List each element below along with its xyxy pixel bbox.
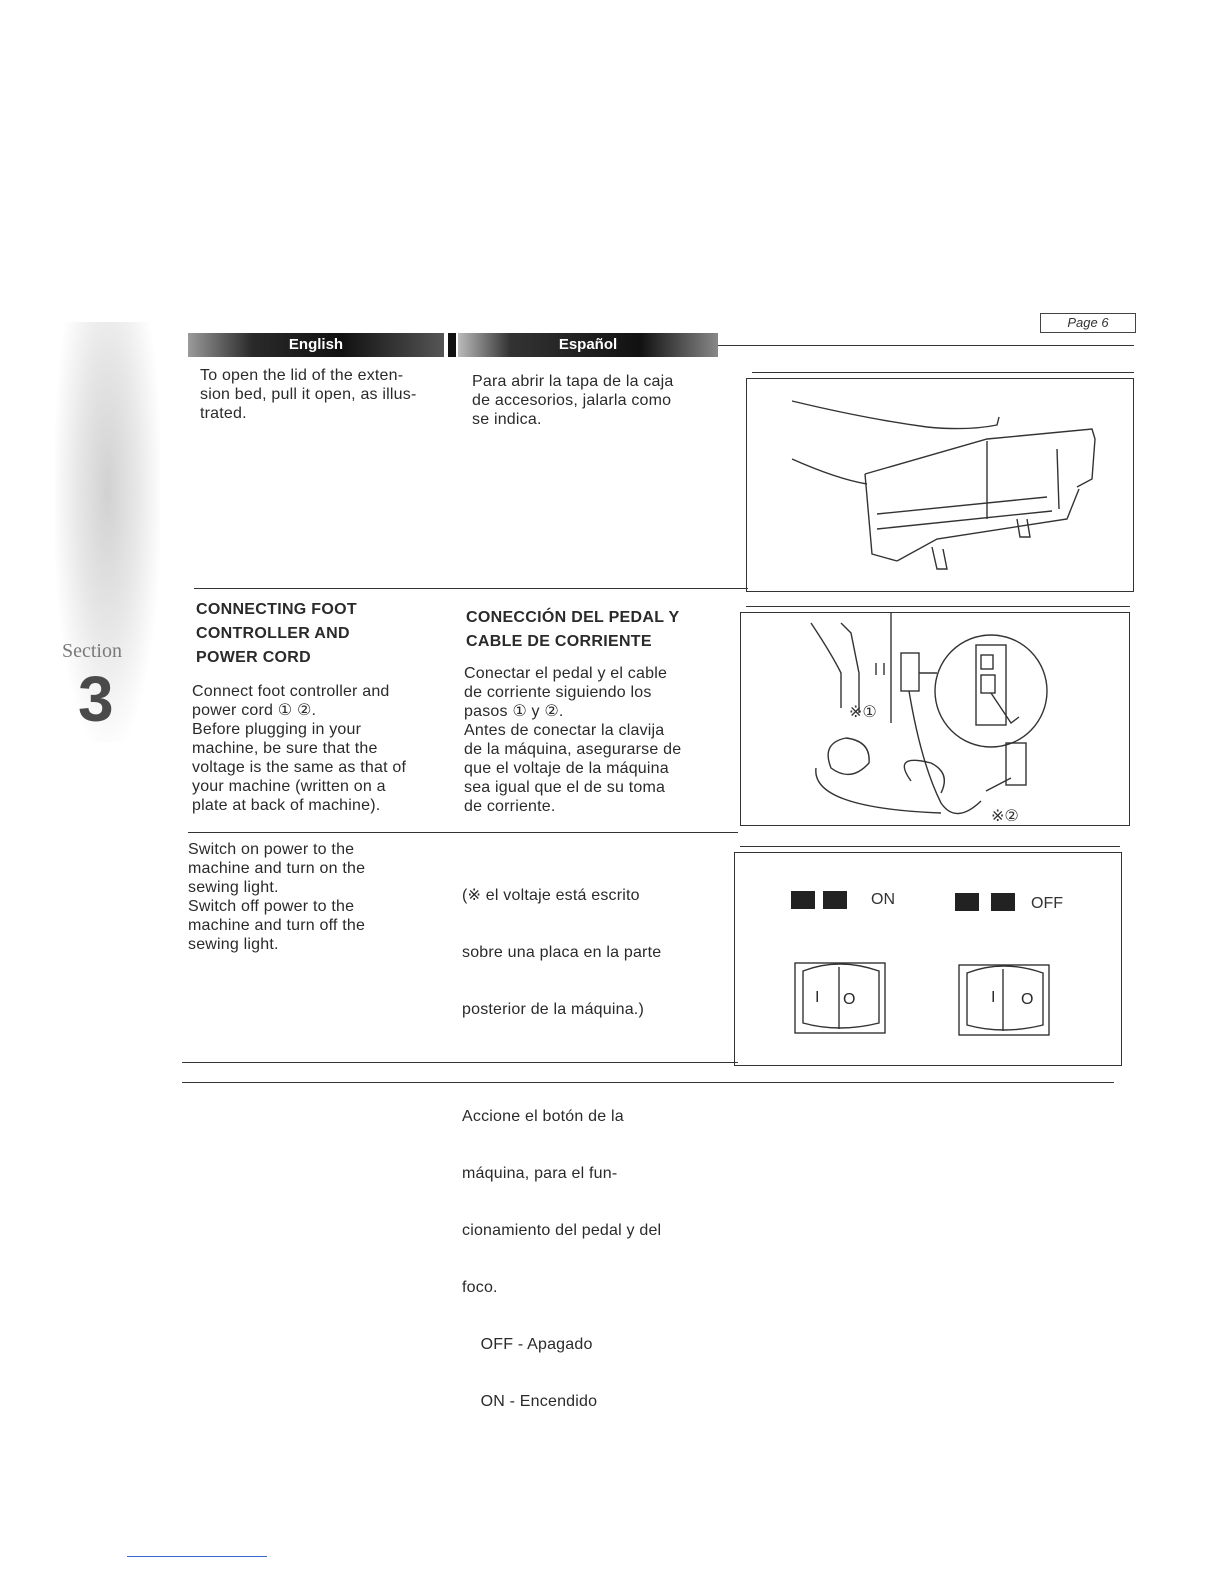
figure1-top-rule — [752, 372, 1134, 373]
block2-spanish-heading: CONECCIÓN DEL PEDAL Y CABLE DE CORRIENTE — [466, 609, 680, 650]
switch-off-symbol-i: I — [991, 989, 996, 1006]
block2-spanish-body: Conectar el pedal y el cable de corriente siguiendo los pasos ① y ②. Antes de conectar la clavija de la máquina, asegurarse de que el voltaje de la máquina sea igual que el de su toma de corriente. — [464, 665, 682, 815]
block3-english-body: Switch on power to the machine and turn on the sewing light. Switch off power to the machine and turn off the sewing light. — [188, 841, 366, 953]
off-label: OFF — [1031, 895, 1063, 912]
section-number: 3 — [78, 663, 114, 735]
block2-english-heading: CONNECTING FOOT CONTROLLER AND POWER CORD — [196, 601, 357, 666]
block2-bottom-rule — [188, 832, 738, 833]
english-header: English — [188, 333, 444, 357]
figure2-top-rule — [746, 606, 1130, 607]
header-rule — [718, 345, 1134, 346]
switch-off-symbol-o: O — [1021, 991, 1034, 1008]
block1-bottom-rule — [194, 588, 748, 589]
on-label: ON — [871, 891, 895, 908]
switch-on-symbol-o: O — [843, 991, 856, 1008]
block3-bottom-rule — [182, 1062, 738, 1063]
switch-on-symbol-i: I — [815, 989, 820, 1006]
page-number-label: Page 6 — [1040, 313, 1136, 333]
figure-power-switch — [734, 852, 1122, 1066]
block2-english-body: Connect foot controller and power cord ① ②. Before plugging in your machine, be sure that the voltage is the same as that of your machine (written on a plate at back of machine). — [192, 683, 407, 814]
foot-controller-illustration — [741, 613, 1129, 825]
switch-on-icon — [793, 957, 889, 1037]
scan-edge-mark — [127, 1556, 267, 1557]
marker-2: ※② — [991, 806, 1019, 825]
block3-spanish-body: (※ el voltaje está escrito sobre una placa en la parte posterior de la máquina.) Accione el botón de la máquina, para el fun- cionamiento del pedal y del foco. OFF - Apagado ON - Encendido — [462, 887, 662, 1410]
figure-extension-bed — [746, 378, 1134, 592]
marker-1: ※① — [849, 702, 877, 721]
off-indicator-switch-icon — [955, 893, 979, 911]
figure-foot-controller — [740, 612, 1130, 826]
page-bottom-rule — [182, 1082, 1114, 1083]
extension-bed-illustration — [747, 379, 1133, 591]
spanish-header: Español — [458, 333, 718, 357]
section-label: Section — [62, 640, 122, 662]
block1-spanish-text: Para abrir la tapa de la caja de accesorios, jalarla como se indica. — [472, 373, 674, 428]
on-indicator-light-icon — [791, 891, 815, 909]
figure3-top-rule — [740, 846, 1120, 847]
off-indicator-lamp-icon — [991, 893, 1015, 911]
header-separator — [448, 333, 456, 357]
on-indicator-lamp-icon — [823, 891, 847, 909]
block1-english-text: To open the lid of the exten- sion bed, pull it open, as illus- trated. — [200, 367, 417, 422]
switch-off-icon — [957, 959, 1053, 1039]
